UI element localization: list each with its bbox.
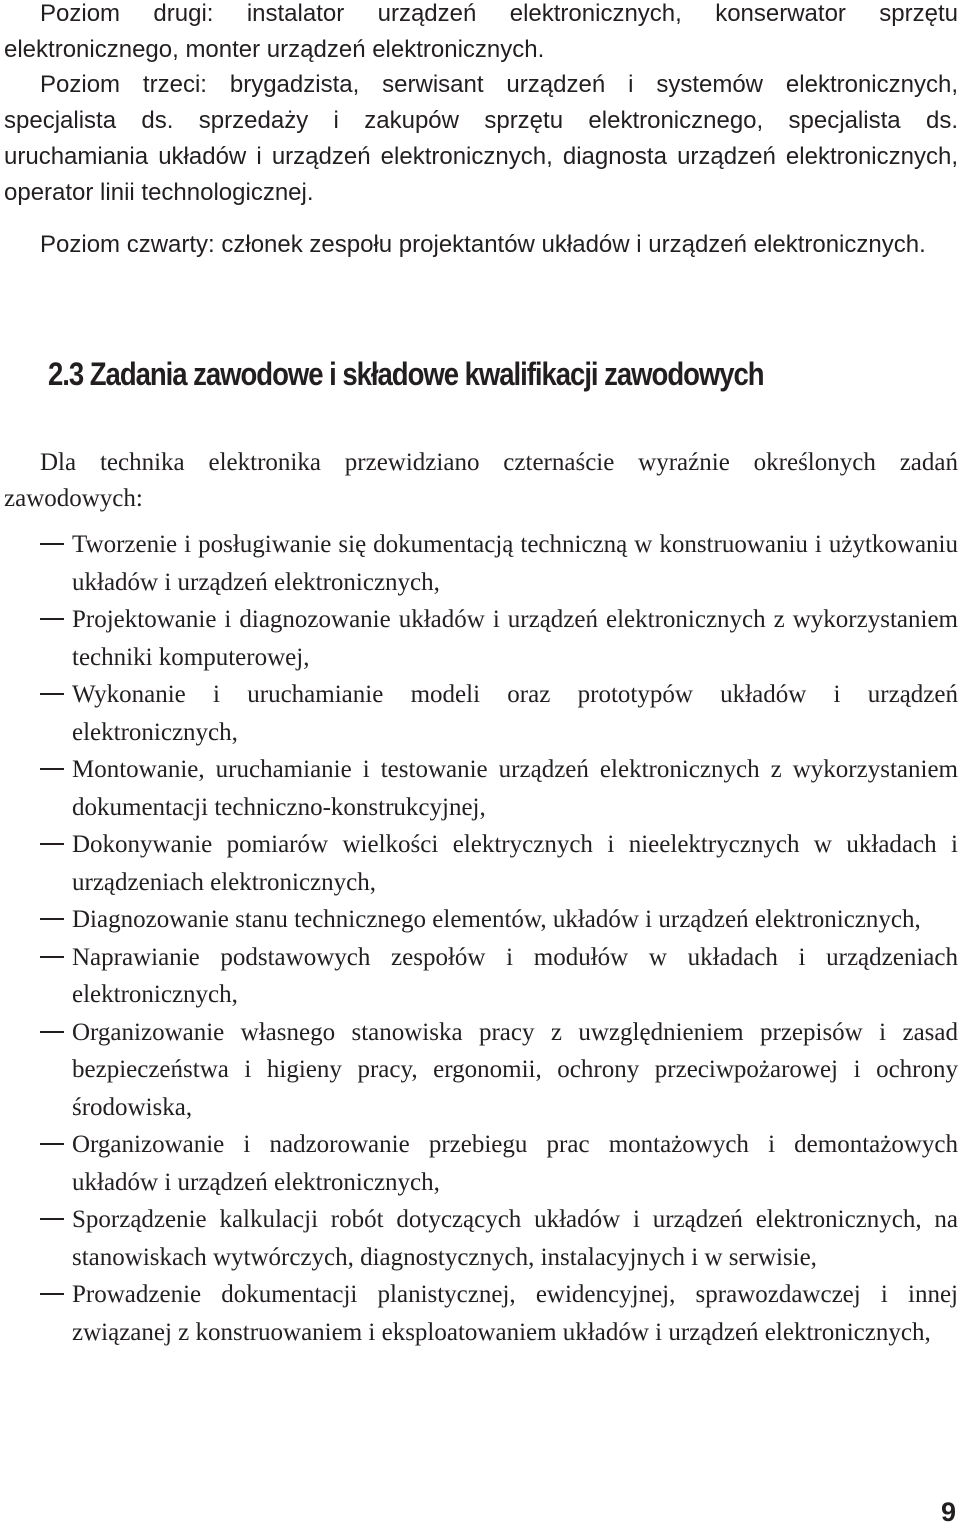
list-item-text: Dokonywanie pomiarów wielkości elektrycznych i nieelektrycznych w układach i urządzeniach elektronicznych, [72,831,958,896]
list-item-text: Organizowanie i nadzorowanie przebiegu prac montażowych i demontażowych układów i urządzeń elektronicznych, [72,1131,958,1196]
list-item [4,601,958,676]
dash-bullet [40,956,64,958]
list-item [4,1276,958,1351]
list-item [4,1126,958,1201]
list-item-text: Organizowanie własnego stanowiska pracy z uwzględnieniem przepisów i zasad bezpieczeństwa i higieny pracy, ergonomii, ochrony przeciwpożarowej i ochrony środowiska, [72,1018,958,1121]
dash-bullet [40,918,64,920]
list-item-text: Wykonanie i uruchamianie modeli oraz prototypów układów i urządzeń elektronicznych, [72,681,958,746]
list-item-text: Prowadzenie dokumentacji planistycznej, ewidencyjnej, sprawozdawczej i innej związanej z konstruowaniem i eksploatowaniem układów i urządzeń elektronicznych, [72,1281,958,1346]
list-item-text: Montowanie, uruchamianie i testowanie urządzeń elektronicznych z wykorzystaniem dokumentacji techniczno-konstrukcyjnej, [72,756,958,821]
list-item-text: Diagnozowanie stanu technicznego elementów, układów i urządzeń elektronicznych, [72,906,921,933]
list-item [4,676,958,751]
list-item [4,526,958,601]
dash-bullet [40,1293,64,1295]
list-item [4,901,958,939]
dash-bullet [40,768,64,770]
dash-bullet [40,693,64,695]
section-intro: Dla technika elektronika przewidziano czternaście wyraźnie określonych zadań zawodowych: [4,449,958,512]
list-item-text: Tworzenie i posługiwanie się dokumentacją techniczną w konstruowaniu i użytkowaniu układów i urządzeń elektronicznych, [72,531,958,596]
list-item-text: Sporządzenie kalkulacji robót dotyczących układów i urządzeń elektronicznych, na stanowiskach wytwórczych, diagnostycznych, instalacyjnych i w serwisie, [72,1206,958,1271]
document-page [4,0,958,1532]
dash-bullet [40,843,64,845]
section-heading: 2.3 Zadania zawodowe i składowe kwalifikacji zawodowych [48,356,764,392]
list-item-text: Projektowanie i diagnozowanie układów i urządzeń elektronicznych z wykorzystaniem techniki komputerowej, [72,606,958,671]
list-item [4,826,958,901]
paragraph-level-four: Poziom czwarty: członek zespołu projektantów układów i urządzeń elektronicznych. [40,231,926,258]
page-number: 9 [940,1497,956,1527]
dash-bullet [40,543,64,545]
dash-bullet [40,1031,64,1033]
dash-bullet [40,1143,64,1145]
list-item [4,751,958,826]
dash-bullet [40,618,64,620]
dash-bullet [40,1218,64,1220]
task-list [4,526,958,1351]
list-item-text: Naprawianie podstawowych zespołów i modułów w układach i urządzeniach elektronicznych, [72,943,958,1008]
paragraph-level-three: Poziom trzeci: brygadzista, serwisant urządzeń i systemów elektronicznych, specjalista ds. sprzedaży i zakupów sprzętu elektronicznego, specjalista ds. uruchamiania układów i urządzeń elektronicznych, diagnosta urządzeń elektronicznych, operator linii technologicznej. [4,71,958,206]
list-item [4,939,958,1014]
list-item [4,1014,958,1127]
list-item [4,1201,958,1276]
paragraph-level-two: Poziom drugi: instalator urządzeń elektronicznych, konserwator sprzętu elektronicznego, monter urządzeń elektronicznych. [4,0,958,63]
